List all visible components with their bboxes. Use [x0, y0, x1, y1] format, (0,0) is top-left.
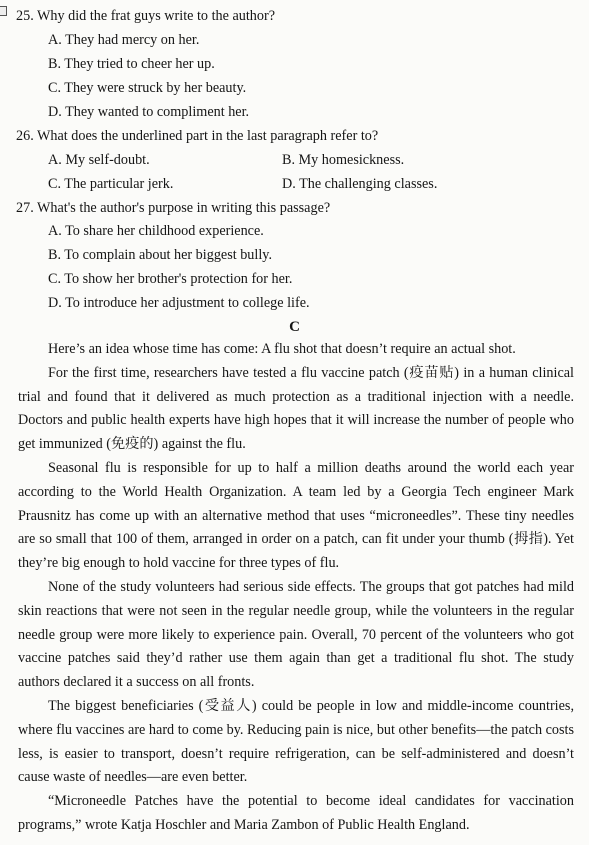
question-26-stem: 26. What does the underlined part in the last paragraph refer to? — [16, 128, 379, 144]
question-25-option-a: A. They had mercy on her. — [48, 32, 200, 48]
question-26-option-b: B. My homesickness. — [282, 152, 405, 168]
question-25-option-c: C. They were struck by her beauty. — [48, 80, 247, 96]
question-25-option-d: D. They wanted to compliment her. — [48, 104, 250, 120]
margin-mark — [0, 6, 7, 16]
passage-paragraph-5: The biggest beneficiaries (受益人) could be people in low and middle-income countries, where flu vaccines are hard to come by. Reducing pain is nice, but other benefits—the patch costs less, is easier to transport, doesn’t require refrigeration, can be self-administered and doesn’t cause waste of needles—are even better. — [18, 697, 574, 786]
question-27-option-b: B. To complain about her biggest bully. — [48, 247, 273, 263]
question-27-option-d: D. To introduce her adjustment to college life. — [48, 295, 310, 311]
question-27-option-a: A. To share her childhood experience. — [48, 223, 264, 239]
question-27-option-c: C. To show her brother's protection for her. — [48, 271, 293, 287]
reading-passage — [18, 338, 574, 838]
question-25-stem: 25. Why did the frat guys write to the author? — [16, 8, 275, 24]
question-26-option-d: D. The challenging classes. — [282, 176, 438, 192]
passage-paragraph-6: “Microneedle Patches have the potential to become ideal candidates for vaccination programs,” wrote Katja Hoschler and Maria Zambon of Public Health England. — [18, 793, 574, 833]
section-heading-c: C — [289, 319, 300, 335]
question-27-stem: 27. What's the author's purpose in writing this passage? — [16, 200, 331, 216]
passage-paragraph-2: For the first time, researchers have tested a flu vaccine patch (疫苗贴) in a human clinical trial and found that it delivered as much protection as a traditional injection with a needle. Doctors and public health experts have high hopes that it will increase the number of people who get immunized (免疫的) against the flu. — [18, 364, 574, 453]
question-26-option-a: A. My self-doubt. — [48, 152, 150, 168]
question-26-option-c: C. The particular jerk. — [48, 176, 174, 192]
question-25-option-b: B. They tried to cheer her up. — [48, 56, 215, 72]
passage-paragraph-1: Here’s an idea whose time has come: A flu shot that doesn’t require an actual shot. — [48, 341, 516, 357]
passage-paragraph-4: None of the study volunteers had serious side effects. The groups that got patches had mild skin reactions that were not seen in the regular needle group, while the volunteers in the regular needle group were more likely to experience pain. Overall, 70 percent of the volunteers who got vaccine patches said they’d rather use them again than get a traditional flu shot. The study authors declared it a success on all fronts. — [18, 578, 574, 691]
passage-paragraph-3: Seasonal flu is responsible for up to half a million deaths around the world each year according to the World Health Organization. A team led by a Georgia Tech engineer Mark Prausnitz has come up with an alternative method that uses “microneedles”. These tiny needles are so small that 100 of them, arranged in order on a patch, can fit under your thumb (拇指). Yet they’re big enough to hold vaccine for three types of flu. — [18, 459, 574, 572]
